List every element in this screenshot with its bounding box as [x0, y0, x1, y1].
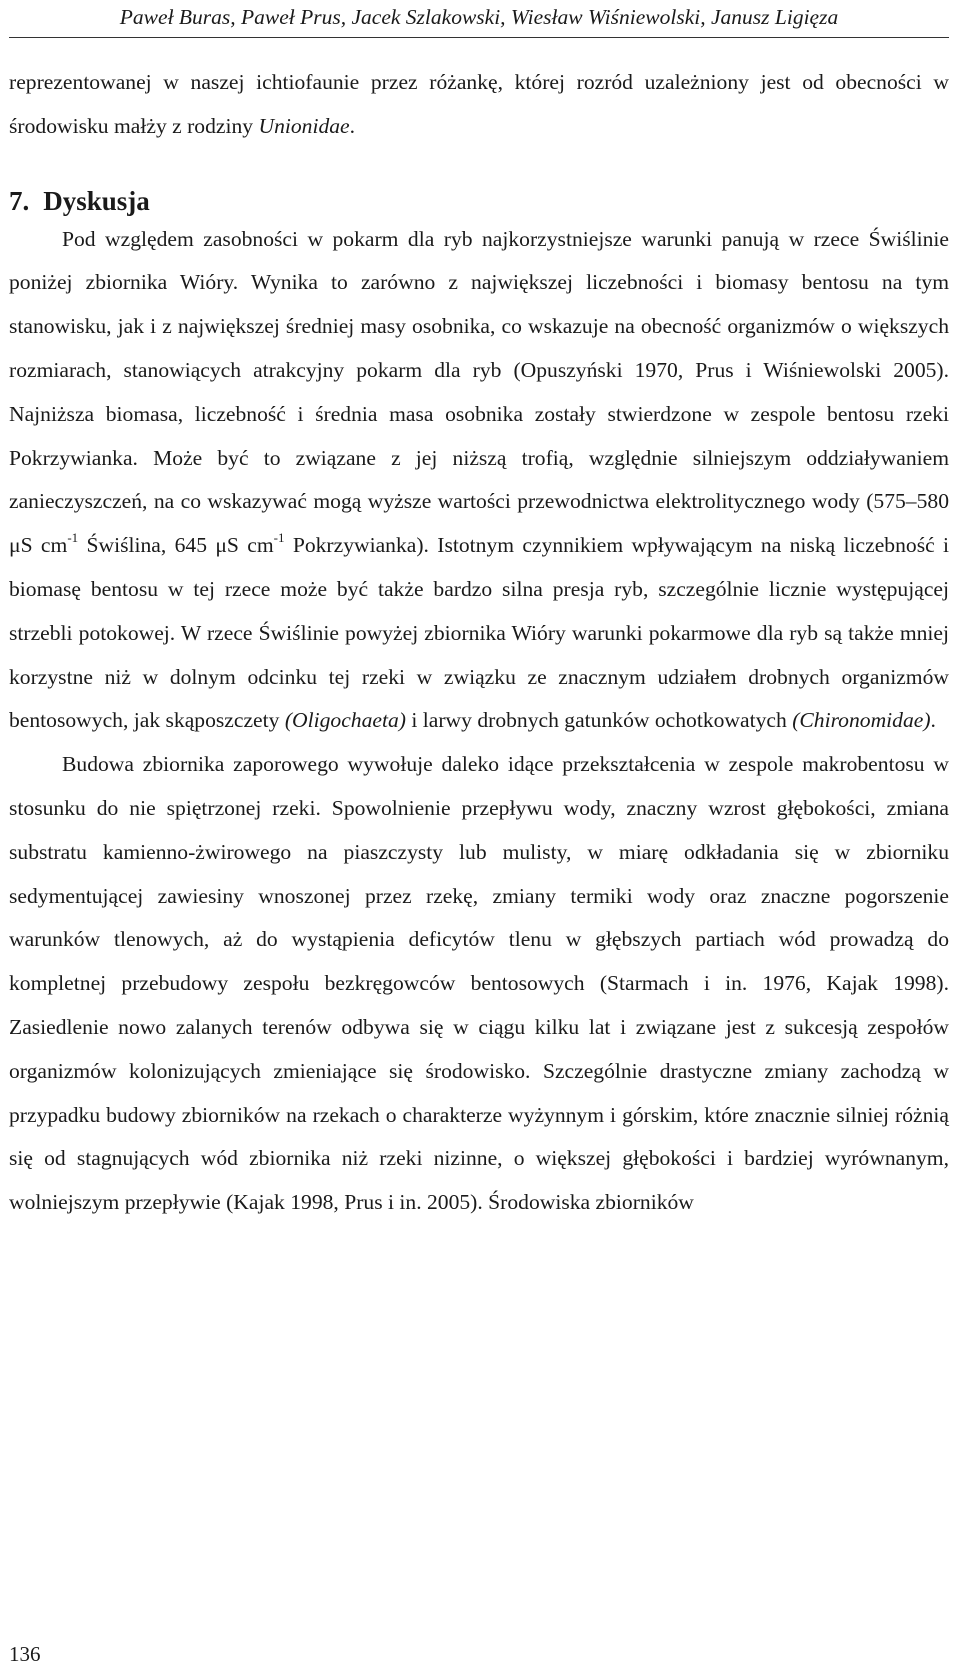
discussion-paragraph-1: [9, 218, 949, 744]
article-body: [9, 61, 949, 1225]
p1-text-5: .: [930, 708, 936, 733]
header-divider: [9, 37, 949, 38]
p1-text-1: Pod względem zasobności w pokarm dla ryb najkorzystniejsze warunki panują w rzece Świślinie poniżej zbiornika Wióry. Wynika to zarówno z największej liczebności i biomasy bentosu na tym stanowisku, jak i z największej średniej masy osobnika, co wskazuje na obecność organizmów o większych rozmiarach, stanowiących atrakcyjny pokarm dla ryb (Opuszyński 1970, Prus i Wiśniewolski 2005). Najniższa biomasa, liczebność i średnia masa osobnika zostały stwierdzone w zespole bentosu rzeki Pokrzywianka. Może być to związane z jej niższą trofią, względnie silniejszym oddziaływaniem zanieczyszczeń, na co wskazywać mogą wyższe wartości przewodnictwa elektrolitycznego wody (575–580: [9, 226, 949, 514]
page-number: 136: [9, 1642, 41, 1666]
p1-taxon-chironomidae: (Chironomidae): [792, 708, 931, 733]
section-title: Dyskusja: [43, 185, 150, 216]
journal-page: [9, 0, 949, 1674]
section-heading: [9, 184, 949, 218]
p1-text-4: i larwy drobnych gatunków ochotkowatych: [405, 708, 793, 733]
p1-taxon-oligochaeta: (Oligochaeta): [284, 708, 406, 733]
intro-text-1: reprezentowanej w naszej ichtiofaunie przez różankę, której rozród uzależniony jest od obecności w środowisku małży z rodziny: [9, 70, 949, 138]
p1-unit-2: μS cm: [215, 533, 274, 558]
p1-exponent-1: -1: [67, 529, 79, 545]
intro-taxon: Unionidae: [258, 113, 350, 138]
p1-exponent-2: -1: [273, 529, 285, 545]
running-header-authors: Paweł Buras, Paweł Prus, Jacek Szlakowski, Wiesław Wiśniewolski, Janusz Ligięza: [119, 5, 839, 29]
intro-paragraph: [9, 61, 949, 149]
intro-text-2: .: [349, 113, 356, 138]
p1-text-2: Świślina, 645: [78, 533, 216, 558]
section-number: 7.: [9, 185, 30, 216]
p1-unit-1: μS cm: [9, 533, 68, 558]
discussion-paragraph-2: Budowa zbiornika zaporowego wywołuje daleko idące przekształcenia w zespole makrobentosu w stosunku do nie spiętrzonej rzeki. Spowolnienie przepływu wody, znaczny wzrost głębokości, zmiana substratu kamienno-żwirowego na piaszczysty lub mulisty, w miarę odkładania się w zbiorniku sedymentującej zawiesiny wnoszonej przez rzekę, zmiany termiki wody oraz znaczne pogorszenie warunków tlenowych, aż do wystąpienia deficytów tlenu w głębszych partiach wód prowadzą do kompletnej przebudowy zespołu bezkręgowców bentosowych (Starmach i in. 1976, Kajak 1998). Zasiedlenie nowo zalanych terenów odbywa się w ciągu kilku lat i związane jest z sukcesją zespołów organizmów kolonizujących zmieniające się środowisko. Szczególnie drastyczne zmiany zachodzą w przypadku budowy zbiorników na rzekach o charakterze wyżynnym i górskim, które znacznie silniej różnią się od stagnujących wód zbiornika niż rzeki nizinne, o większej głębokości i bardziej wyrównanym, wolniejszym przepływie (Kajak 1998, Prus i in. 2005). Środowiska zbiorników: [9, 752, 949, 1215]
p1-text-3: Pokrzywianka). Istotnym czynnikiem wpływającym na niską liczebność i biomasę bentosu w tej rzece może być także bardzo silna presja ryb, szczególnie licznie występującej strzebli potokowej. W rzece Świślinie powyżej zbiornika Wióry warunki pokarmowe dla ryb są także mniej korzystne niż w dolnym odcinku tej rzeki w związku ze znacznym udziałem drobnych organizmów bentosowych, jak skąposzczety: [9, 533, 950, 733]
